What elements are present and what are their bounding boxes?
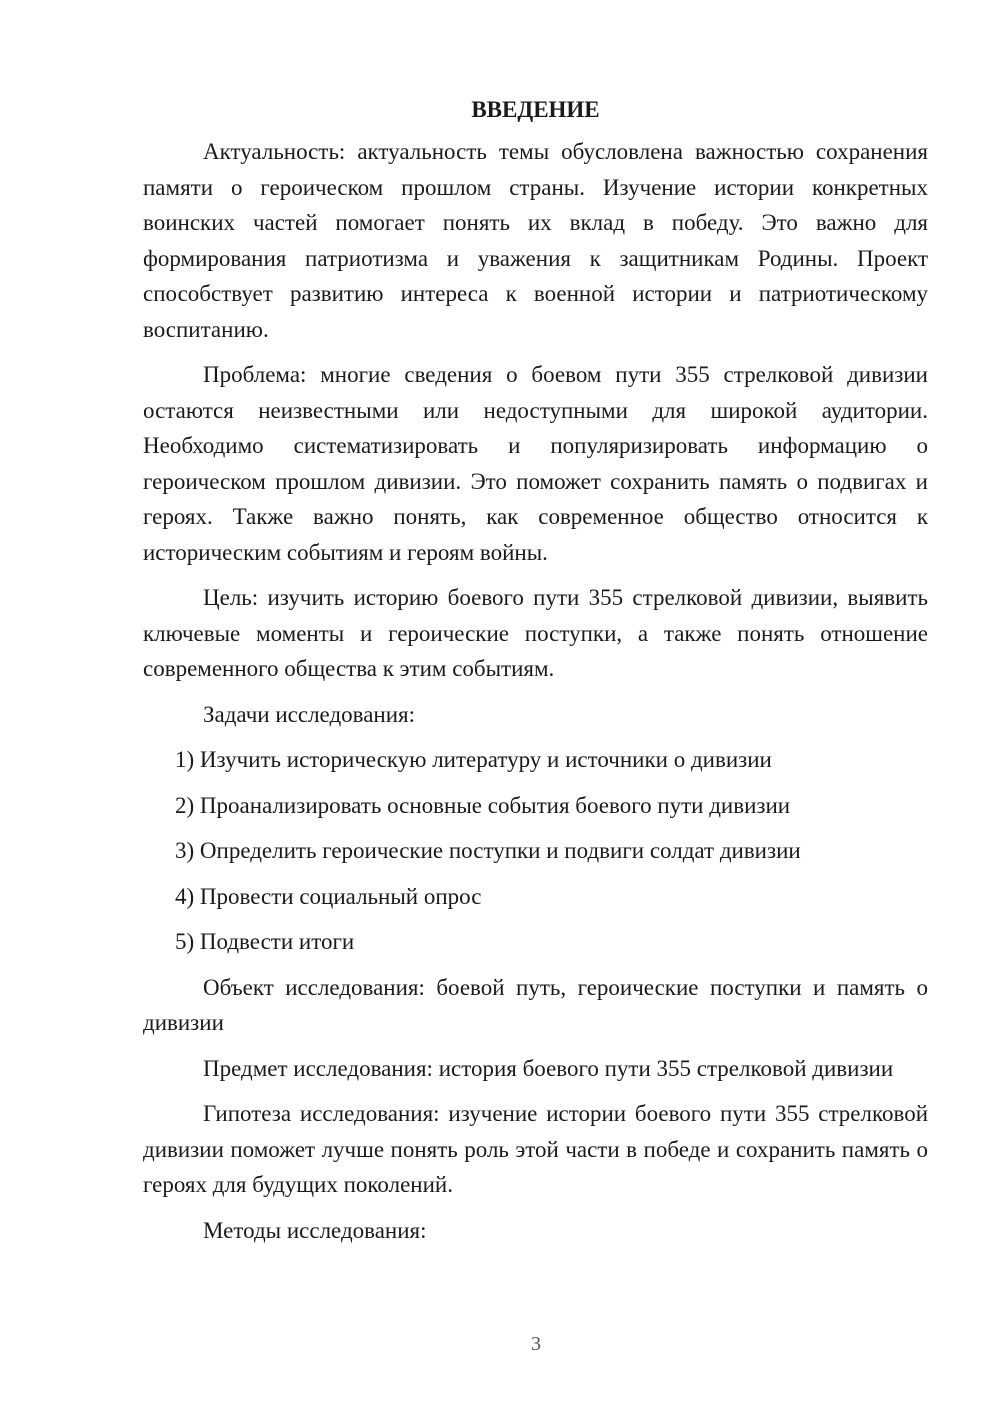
list-item: 3) Определить героические поступки и подвиги солдат дивизии [175, 838, 801, 863]
problem-paragraph: Проблема: многие сведения о боевом пути 355 стрелковой дивизии остаются неизвестными или недоступными для широкой аудитории. Необходимо систематизировать и популяризировать информацию о героическом прошлом дивизии. Это поможет сохранить память о подвигах и героях. Также важно понять, как современное общество относится к историческим событиям и героям войны. [143, 362, 928, 565]
tasks-list [143, 742, 928, 960]
page-number: 3 [531, 1333, 541, 1355]
list-item: 1) Изучить историческую литературу и источники о дивизии [175, 747, 772, 772]
page-title: ВВЕДЕНИЕ [471, 97, 600, 122]
hypothesis-paragraph: Гипотеза исследования: изучение истории боевого пути 355 стрелковой дивизии поможет лучше понять роль этой части в победе и сохранить память о героях для будущих поколений. [143, 1101, 928, 1197]
relevance-paragraph: Актуальность: актуальность темы обусловлена важностью сохранения памяти о героическом прошлом страны. Изучение истории конкретных воинских частей помогает понять их вклад в победу. Это важно для формирования патриотизма и уважения к защитникам Родины. Проект способствует развитию интереса к военной истории и патриотическому воспитанию. [143, 139, 928, 342]
methods-heading: Методы исследования: [203, 1217, 427, 1243]
list-item: 4) Провести социальный опрос [175, 883, 482, 909]
object-paragraph: Объект исследования: боевой путь, героические поступки и память о дивизии [143, 974, 928, 1035]
subject-paragraph: Предмет исследования: история боевого пути 355 стрелковой дивизии [203, 1055, 894, 1081]
goal-paragraph: Цель: изучить историю боевого пути 355 стрелковой дивизии, выявить ключевые моменты и героические поступки, а также понять отношение современного общества к этим событиям. [143, 585, 928, 681]
list-item: 2) Проанализировать основные события боевого пути дивизии [175, 792, 791, 818]
tasks-heading: Задачи исследования: [203, 701, 416, 727]
document-page [143, 90, 928, 1258]
list-item: 5) Подвести итоги [175, 929, 355, 954]
